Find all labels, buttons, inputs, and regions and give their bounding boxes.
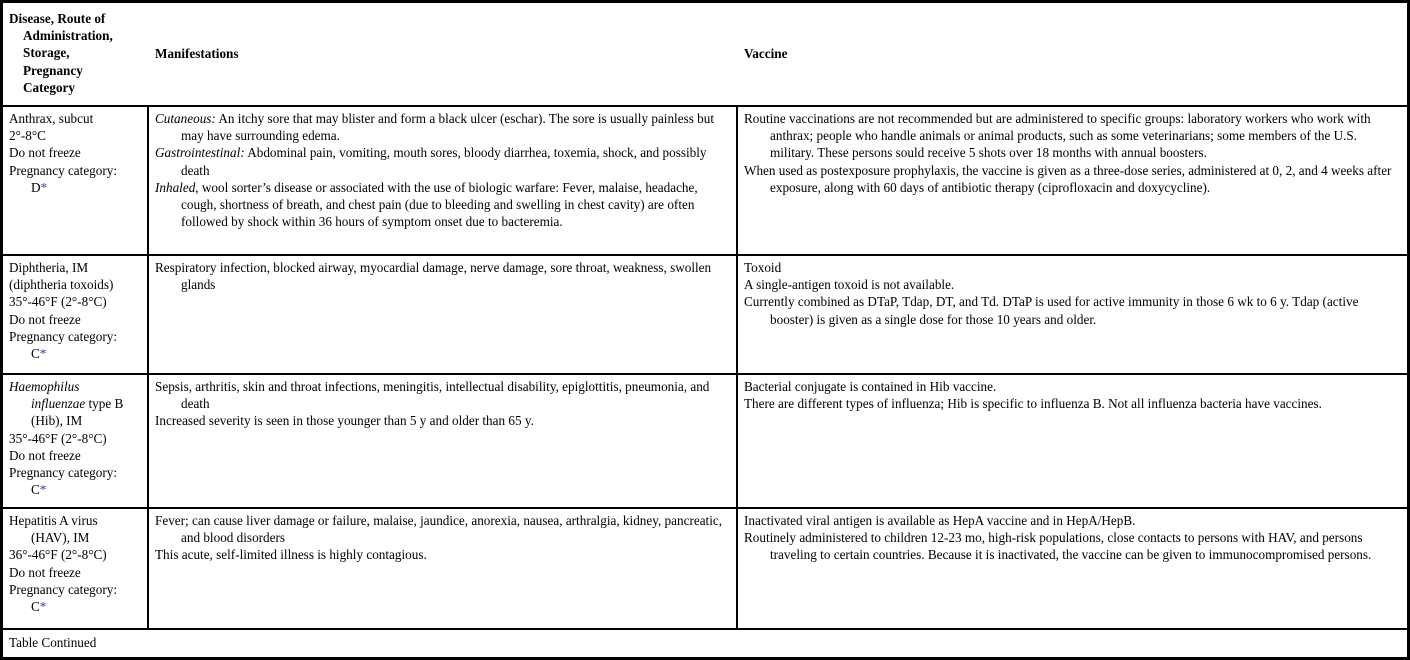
disease-cell <box>3 509 149 628</box>
vaccine-cell <box>738 107 1407 254</box>
manifestations-cell <box>149 375 738 507</box>
header-disease-line: Storage, <box>23 45 70 61</box>
header-disease-line: Category <box>23 79 75 95</box>
header-disease-column <box>3 3 149 105</box>
disease-line: Hepatitis A virus <box>9 513 98 528</box>
header-vaccine-column <box>738 3 1407 105</box>
manifestations-paragraph: This acute, self-limited illness is highly contagious. <box>155 547 427 563</box>
pregnancy-category-footnote-star: * <box>40 179 48 195</box>
header-manifestations-column <box>149 3 738 105</box>
header-disease-line: Disease, Route of <box>9 11 106 26</box>
disease-line: 36°-46°F (2°-8°C) <box>9 547 107 563</box>
table-row <box>3 256 1407 375</box>
manifestation-type-label: Cutaneous: <box>155 111 216 126</box>
disease-line: (Hib), IM <box>31 413 83 429</box>
disease-line: Do not freeze <box>9 145 81 161</box>
manifestations-cell <box>149 256 738 373</box>
pregnancy-category-footnote-star: * <box>39 346 47 362</box>
disease-line: influenzae type B <box>31 396 124 412</box>
manifestations-paragraph: Sepsis, arthritis, skin and throat infections, meningitis, intellectual disability, epiglottitis, pneumonia, and death <box>155 379 710 412</box>
vaccine-cell <box>738 375 1407 507</box>
disease-line: (HAV), IM <box>31 530 90 546</box>
vaccine-paragraph: Currently combined as DTaP, Tdap, DT, and Td. DTaP is used for active immunity in those 6 wk to 6 y. Tdap (active booster) is given as a single dose for those 10 years and older. <box>744 294 1359 327</box>
manifestations-cell <box>149 107 738 254</box>
pregnancy-category-footnote-star: * <box>39 482 47 498</box>
table-row <box>3 509 1407 630</box>
disease-line: C* <box>31 346 47 362</box>
manifestations-cell <box>149 509 738 628</box>
disease-line: C* <box>31 482 47 498</box>
table-row <box>3 107 1407 256</box>
vaccine-paragraph: Routine vaccinations are not recommended but are administered to specific groups: laboratory workers who work with anthrax; people who handle animals or animal products, such as some veterinarians; some members of the U.S. military. These persons sould receive 5 shots over 18 months with annual boosters. <box>744 111 1371 161</box>
disease-cell <box>3 256 149 373</box>
disease-line: Do not freeze <box>9 311 81 327</box>
vaccine-paragraph: Inactivated viral antigen is available as HepA vaccine and in HepA/HepB. <box>744 513 1136 528</box>
vaccine-paragraph: Routinely administered to children 12-23 mo, high-risk populations, close contacts to persons with HAV, and persons traveling to certain countries. Because it is inactivated, the vaccine can be given to immunocompromised persons. <box>744 530 1372 563</box>
disease-line: D* <box>31 179 48 195</box>
table-continued-row <box>3 630 1407 657</box>
disease-line: Do not freeze <box>9 564 81 580</box>
pregnancy-category-footnote-star: * <box>39 599 47 615</box>
manifestations-paragraph: Inhaled, wool sorter’s disease or associated with the use of biologic warfare: Fever, malaise, headache, cough, shortness of breath, and chest pain (due to bleeding and swelling in chest cavity) are often followed by shock within 36 hours of symptom onset due to bacteremia. <box>155 179 698 230</box>
table-continued-label: Table Continued <box>9 635 97 650</box>
manifestations-paragraph: Fever; can cause liver damage or failure, malaise, jaundice, anorexia, nausea, arthralgia, kidney, pancreatic, and blood disorders <box>155 513 723 546</box>
disease-line: Do not freeze <box>9 447 81 463</box>
disease-line: Pregnancy category: <box>9 581 118 597</box>
header-manifestations-label: Manifestations <box>155 46 239 62</box>
manifestations-paragraph: Cutaneous: An itchy sore that may blister and form a black ulcer (eschar). The sore is usually painless but may have surrounding edema. <box>155 111 714 144</box>
vaccine-paragraph: Bacterial conjugate is contained in Hib vaccine. <box>744 379 997 394</box>
manifestation-type-label: Gastrointestinal: <box>155 145 245 161</box>
table-header-row <box>3 3 1407 107</box>
disease-line: 2°-8°C <box>9 128 46 144</box>
disease-line: Diphtheria, IM <box>9 260 89 275</box>
vaccine-cell <box>738 509 1407 628</box>
manifestations-paragraph: Gastrointestinal: Abdominal pain, vomiting, mouth sores, bloody diarrhea, toxemia, shock, and possibly death <box>155 145 707 178</box>
vaccine-paragraph: There are different types of influenza; Hib is specific to influenza B. Not all influenza bacteria have vaccines. <box>744 396 1322 412</box>
disease-line: Pregnancy category: <box>9 162 118 178</box>
vaccine-paragraph: When used as postexposure prophylaxis, the vaccine is given as a three-dose series, administered at 0, 2, and 4 weeks after exposure, along with 60 days of antibiotic therapy (ciprofloxacin and doxycycline). <box>744 162 1392 195</box>
header-vaccine-label: Vaccine <box>744 46 788 62</box>
manifestations-paragraph: Increased severity is seen in those younger than 5 y and older than 65 y. <box>155 413 534 429</box>
disease-line: Pregnancy category: <box>9 328 118 344</box>
disease-cell <box>3 107 149 254</box>
vaccine-paragraph: A single-antigen toxoid is not available. <box>744 277 955 293</box>
manifestations-paragraph: Respiratory infection, blocked airway, myocardial damage, nerve damage, sore throat, weakness, swollen glands <box>155 260 712 293</box>
disease-line: 35°-46°F (2°-8°C) <box>9 294 107 310</box>
disease-line: 35°-46°F (2°-8°C) <box>9 430 107 446</box>
header-disease-line: Pregnancy <box>23 62 83 78</box>
vaccine-paragraph: Toxoid <box>744 260 782 275</box>
disease-line: Pregnancy category: <box>9 465 118 481</box>
disease-line: (diphtheria toxoids) <box>9 277 114 293</box>
disease-line: Haemophilus <box>9 379 80 394</box>
header-disease-line: Administration, <box>23 28 113 44</box>
table-body <box>3 107 1407 630</box>
disease-cell <box>3 375 149 507</box>
vaccine-cell <box>738 256 1407 373</box>
disease-line: Anthrax, subcut <box>9 111 94 126</box>
table-row <box>3 375 1407 509</box>
manifestation-type-label: Inhaled, <box>155 179 199 195</box>
disease-line: C* <box>31 599 47 615</box>
